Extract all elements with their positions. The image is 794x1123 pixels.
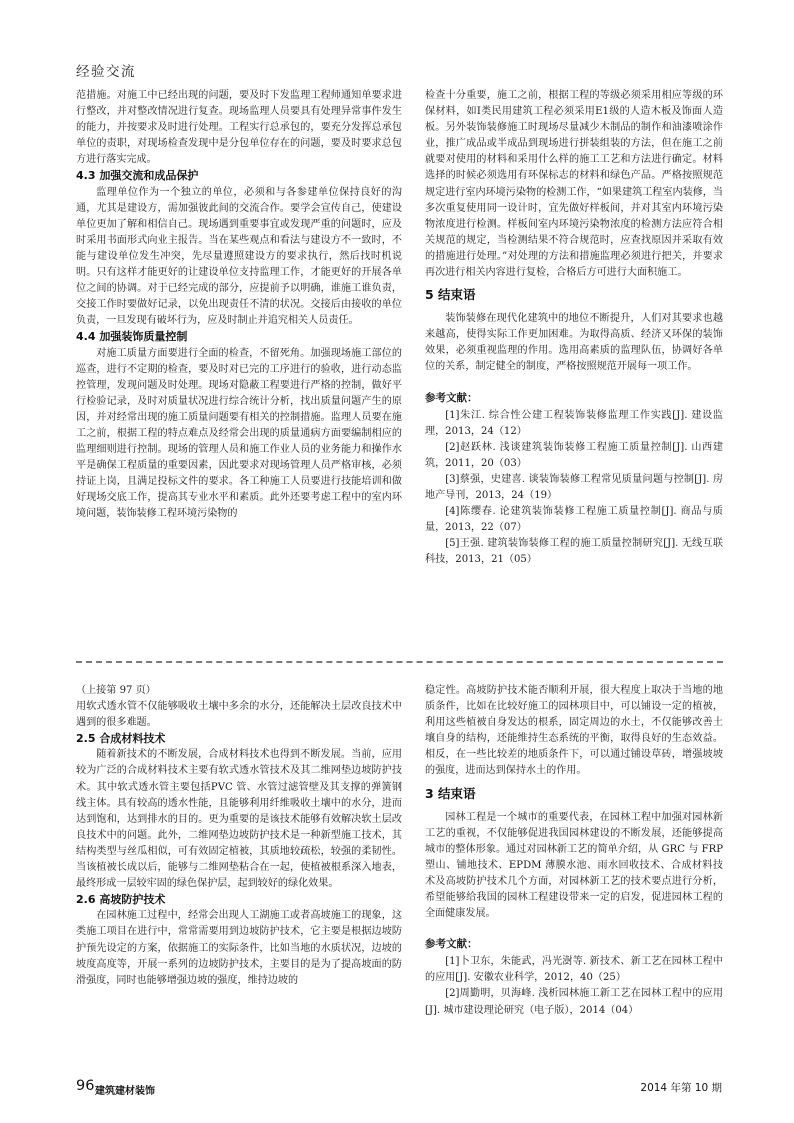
section-heading: 2.5 合成材料技术 (76, 732, 166, 746)
references-title: 参考文献： (425, 938, 478, 951)
reference-item: [2]赵跃林. 浅谈建筑装饰装修工程施工质量控制[J]. 山西建筑，2011，20（03） (425, 441, 723, 469)
paragraph: 范措施。对施工中已经出现的问题，要及时下发监理工程师通知单要求进行整改，并对整改情况进行复查。现场监理人员要具有处理异常事件发生的能力，并按要求及时进行处理。工程实行总承包的，要充分发挥总承包单位的责职，对现场检查发现中是分包单位存在的问题，要及时要求总包方进行落实完成。 (76, 90, 402, 166)
section-heading: 5 结束语 (425, 287, 476, 303)
continuation-note: （上接第 97 页） (76, 685, 156, 696)
reference-item: [5]王强. 建筑装饰装修工程的施工质量控制研究[J]. 无线互联科技，2013，21（05） (425, 538, 723, 566)
section-header: 经验交流 (76, 64, 136, 80)
article-bottom-right-column (425, 683, 723, 1019)
magazine-name: 建筑建材装饰 (95, 1086, 155, 1097)
reference-item: [1]卜卫东，朱能武，冯光澍等. 新技术、新工艺在园林工程中的应用[J]. 安徽农业科学，2012，40（25） (425, 956, 723, 984)
article-top-left-column (76, 88, 402, 523)
paragraph: 装饰装修在现代化建筑中的地位不断提升，人们对其要求也越来越高，使得实际工作更加困难。为取得高质、经济又环保的装饰效果，必须重视监理的作用。选用高素质的监理队伍，协调好各单位的关系，制定健全的制度，严格按照规范开展每一项工作。 (425, 313, 723, 373)
references-title: 参考文献： (425, 391, 478, 404)
paragraph: 随着新技术的不断发展，合成材料技术也得到不断发展。当前，应用较为广泛的合成材料技术主要有软式透水管技术及其二维网垫边坡防护技术。其中软式透水管主要包括PVC 管、水管过滤管壁及其支撑的弹簧钢线主体。具有较高的透水性能，且能够利用纤维吸收土壤中的水分，进而达到饱和，达到排水的目的。更为重要的是该技术能够有效解决软土层改良技术中的问题。此外，二维网垫边坡防护技术是一种新型施工技术，其结构类型与丝瓜相似，可有效固定植被，其质地较疏松，较强的柔韧性。当该植被长成以后，能够与二维网垫粘合在一起，使植被根系深入地表，最终形成一层较牢固的绿色保护层，起到较好的绿化效果。 (76, 749, 402, 890)
section-heading: 4.3 加强交流和成品保护 (76, 169, 199, 183)
section-heading: 2.6 高坡防护技术 (76, 893, 166, 907)
paragraph: 监理单位作为一个独立的单位，必须和与各参建单位保持良好的沟通，尤其是建设方，需加强彼此间的交流合作。要学会宣传自己，使建设单位更加了解和相信自己。现场遇到重要事宜或发现严重的问题时，应及时采用书面形式向业主报告。当在某些观点和看法与建设方不一致时，不能与建设单位发生冲突，先尽量遵照建设方的要求执行，然后找时机说明。只有这样才能更好的让建设单位支持监理工作，才能更好的开展各单位之间的协调。对于已经完成的部分，应提前予以明确，谁施工谁负责，交接工作时要做好记录，以免出现责任不清的状况。交接后由接收的单位负责，一旦发现有破坏行为，应及时制止并追究相关人员责任。 (76, 186, 402, 327)
reference-item: [4]陈缨春. 论建筑装饰装修工程施工质量控制[J]. 商品与质量，2013，22（07） (425, 506, 723, 534)
issue-label: 2014 年第 10 期 (640, 1082, 722, 1094)
paragraph: 检查十分重要，施工之前，根据工程的等级必须采用相应等级的环保材料，如Ⅰ类民用建筑工程必须采用E1级的人造木板及饰面人造板。另外装饰装修施工时现场尽量减少木制品的制作和油漆喷涂作业，推广成品或半成品到现场进行拼装组装的方法，但在施工之前就要对使用的材料和采用什么样的施工工艺和方法进行确定。材料选择的时候必须选用有环保标志的材料和绿色产品。严格按照规范规定进行室内环境污染物的检测工作，“如果建筑工程室内装修，当多次重复使用同一设计时，宜先做好样板间，并对其室内环境污染物浓度进行检测。样板间室内环境污染物浓度的检测方法应符合相关规范的规定，当检测结果不符合规范时，应查找原因并采取有效的措施进行处理。”对处理的方法和措施监理必须进行把关，并要求再次进行相关内容进行复检，合格后方可进行大面积施工。 (425, 90, 723, 279)
reference-item: [2]周勤明，贝海峰. 浅析园林施工新工艺在园林工程中的应用[J]. 城市建设理论研究（电子版），2014（04） (425, 988, 723, 1016)
paragraph: 对施工质量方面要进行全面的检查，不留死角。加强现场施工部位的巡查，进行不定期的检查，要及时对已完的工序进行的验收，进行动态监控管理，发现问题及时处理。现场对隐蔽工程要进行严格的控制，做好平行检验记录，及时对质量状况进行综合统计分析，找出质量问题产生的原因，并对经常出现的施工质量问题要有相关的控制措施。监理人员要在施工之前，根据工程的特点难点及经常会出现的质量通病方面要编制相应的监理细则进行控制。现场的管理人员和施工作业人员的业务能力和操作水平是确保工程质量的重要因素，因此要求对现场管理人员严格审核，必须持证上岗，且满足投标文件的要求。各工种施工人员要进行技能培训和做好现场交底工作，提高其专业水平和素质。此外还要考虑工程中的室内环境问题，装饰装修工程环境污染物的 (76, 347, 402, 520)
paragraph: 园林工程是一个城市的重要代表，在园林工程中加强对园林新工艺的重视，不仅能够促进我国园林建设的不断发展，还能够提高城市的整体形象。通过对园林新工艺的简单介绍，从 GRC 与 FRP 塑山、铺地技术、EPDM 薄膜水池、雨水回收技术、合成材料技术及高坡防护技术几个方面，对园林新工艺的技术要点进行分析，希望能够给我国的园林工程建设带来一定的启发，促进园林工程的全面健康发展。 (425, 811, 723, 920)
article-top-right-column (425, 88, 723, 568)
section-heading: 4.4 加强装饰质量控制 (76, 330, 188, 344)
section-heading: 3 结束语 (425, 785, 476, 801)
paragraph: 稳定性。高坡防护技术能否顺利开展，很大程度上取决于当地的地质条件，比如在比较好施工的园林项目中，可以铺设一定的植被，利用这些植被自身发达的根系，固定周边的水土，不仅能够改善土壤自身的结构，还能维持生态系统的平衡，取得良好的生态效益。相反，在一些比较差的地质条件下，可以通过铺设草砖，增强坡坡的强度，进而达到保持水土的作用。 (425, 685, 723, 777)
reference-item: [3]蔡强，史建喜. 谈装饰装修工程常见质量问题与控制[J]. 房地产导刊，2013，24（19） (425, 473, 723, 501)
paragraph: 在园林施工过程中，经常会出现人工湖施工或者高坡施工的现象，这类施工项目在进行中，常常需要用到边坡防护技术，它主要是根据边坡防护预先设定的方案，依据施工的实际条件，比如当地的水质状况，边坡的坡度高度等，开展一系列的边坡防护技术，主要目的是为了提高坡面的防滑强度，同时也能够增强边坡的强度，维持边坡的 (76, 910, 402, 986)
reference-item: [1]朱江. 综合性公建工程装饰装修监理工作实践[J]. 建设监理，2013，24（12） (425, 409, 723, 437)
article-divider (76, 661, 723, 663)
page-number: 96 (76, 1078, 95, 1094)
article-bottom-left-column (76, 683, 402, 989)
paragraph: 用软式透水管不仅能够吸收土壤中多余的水分，还能解决土层改良技术中遇到的很多难题。 (76, 701, 402, 729)
